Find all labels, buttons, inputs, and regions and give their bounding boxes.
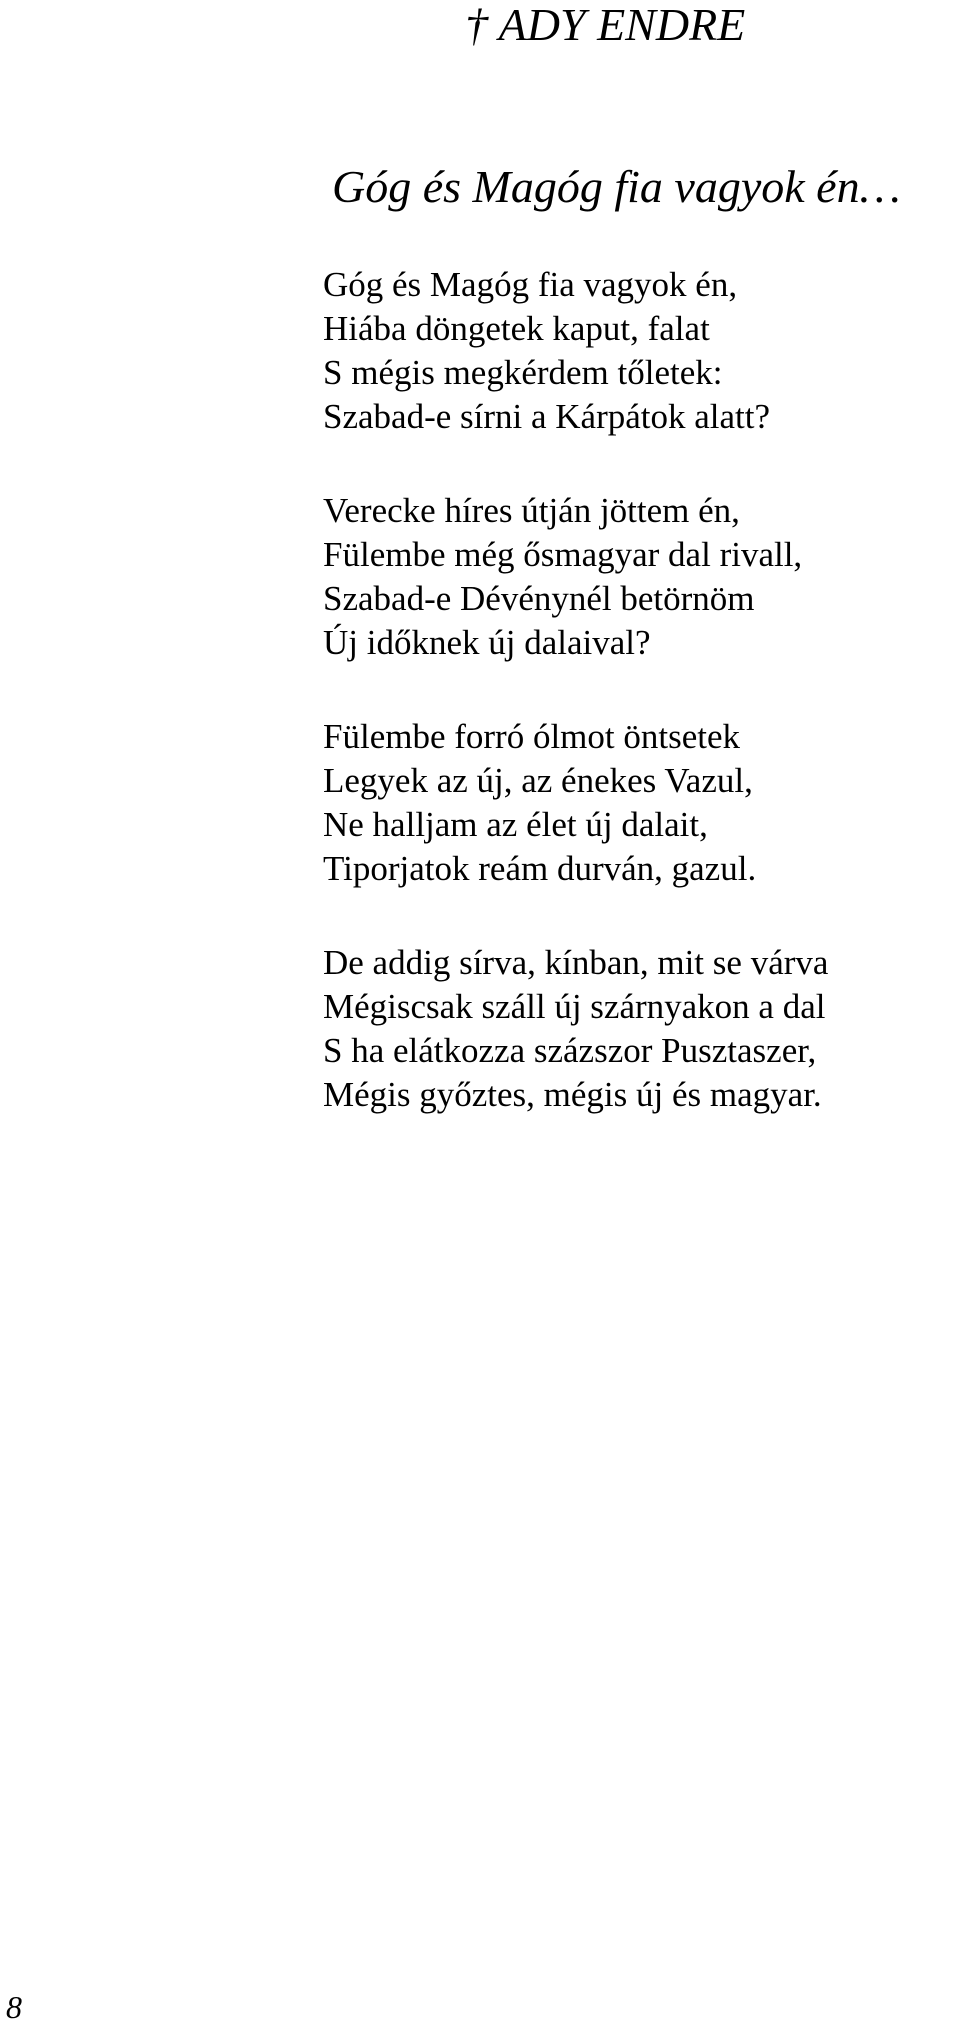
poem-line: Szabad-e Dévénynél betörnöm	[323, 579, 755, 618]
poem-line: Fülembe forró ólmot öntsetek	[323, 717, 741, 756]
poem-line: Mégiscsak száll új szárnyakon a dal	[323, 987, 826, 1026]
poem-line: S ha elátkozza százszor Pusztaszer,	[323, 1031, 817, 1070]
poem-line: Verecke híres útján jöttem én,	[323, 491, 740, 530]
poem-body	[323, 263, 953, 1167]
poem-line: Szabad-e sírni a Kárpátok alatt?	[323, 397, 771, 436]
author-header: † ADY ENDRE	[465, 0, 746, 50]
stanza-2	[323, 489, 953, 665]
stanza-4	[323, 941, 953, 1117]
poem-line: Ne halljam az élet új dalait,	[323, 805, 708, 844]
poem-line: Mégis győztes, mégis új és magyar.	[323, 1075, 822, 1114]
stanza-1	[323, 263, 953, 439]
poem-line: Legyek az új, az énekes Vazul,	[323, 761, 753, 800]
poem-line: Új időknek új dalaival?	[323, 623, 651, 662]
page-number: 8	[6, 1989, 22, 2025]
poem-line: Hiába döngetek kaput, falat	[323, 309, 710, 348]
poem-line: Fülembe még ősmagyar dal rivall,	[323, 535, 803, 574]
poem-line: Góg és Magóg fia vagyok én,	[323, 265, 738, 304]
stanza-3	[323, 715, 953, 891]
poem-line: Tiporjatok reám durván, gazul.	[323, 849, 757, 888]
poem-line: De addig sírva, kínban, mit se várva	[323, 943, 829, 982]
poem-title: Góg és Magóg fia vagyok én…	[332, 161, 901, 212]
poem-line: S mégis megkérdem tőletek:	[323, 353, 723, 392]
